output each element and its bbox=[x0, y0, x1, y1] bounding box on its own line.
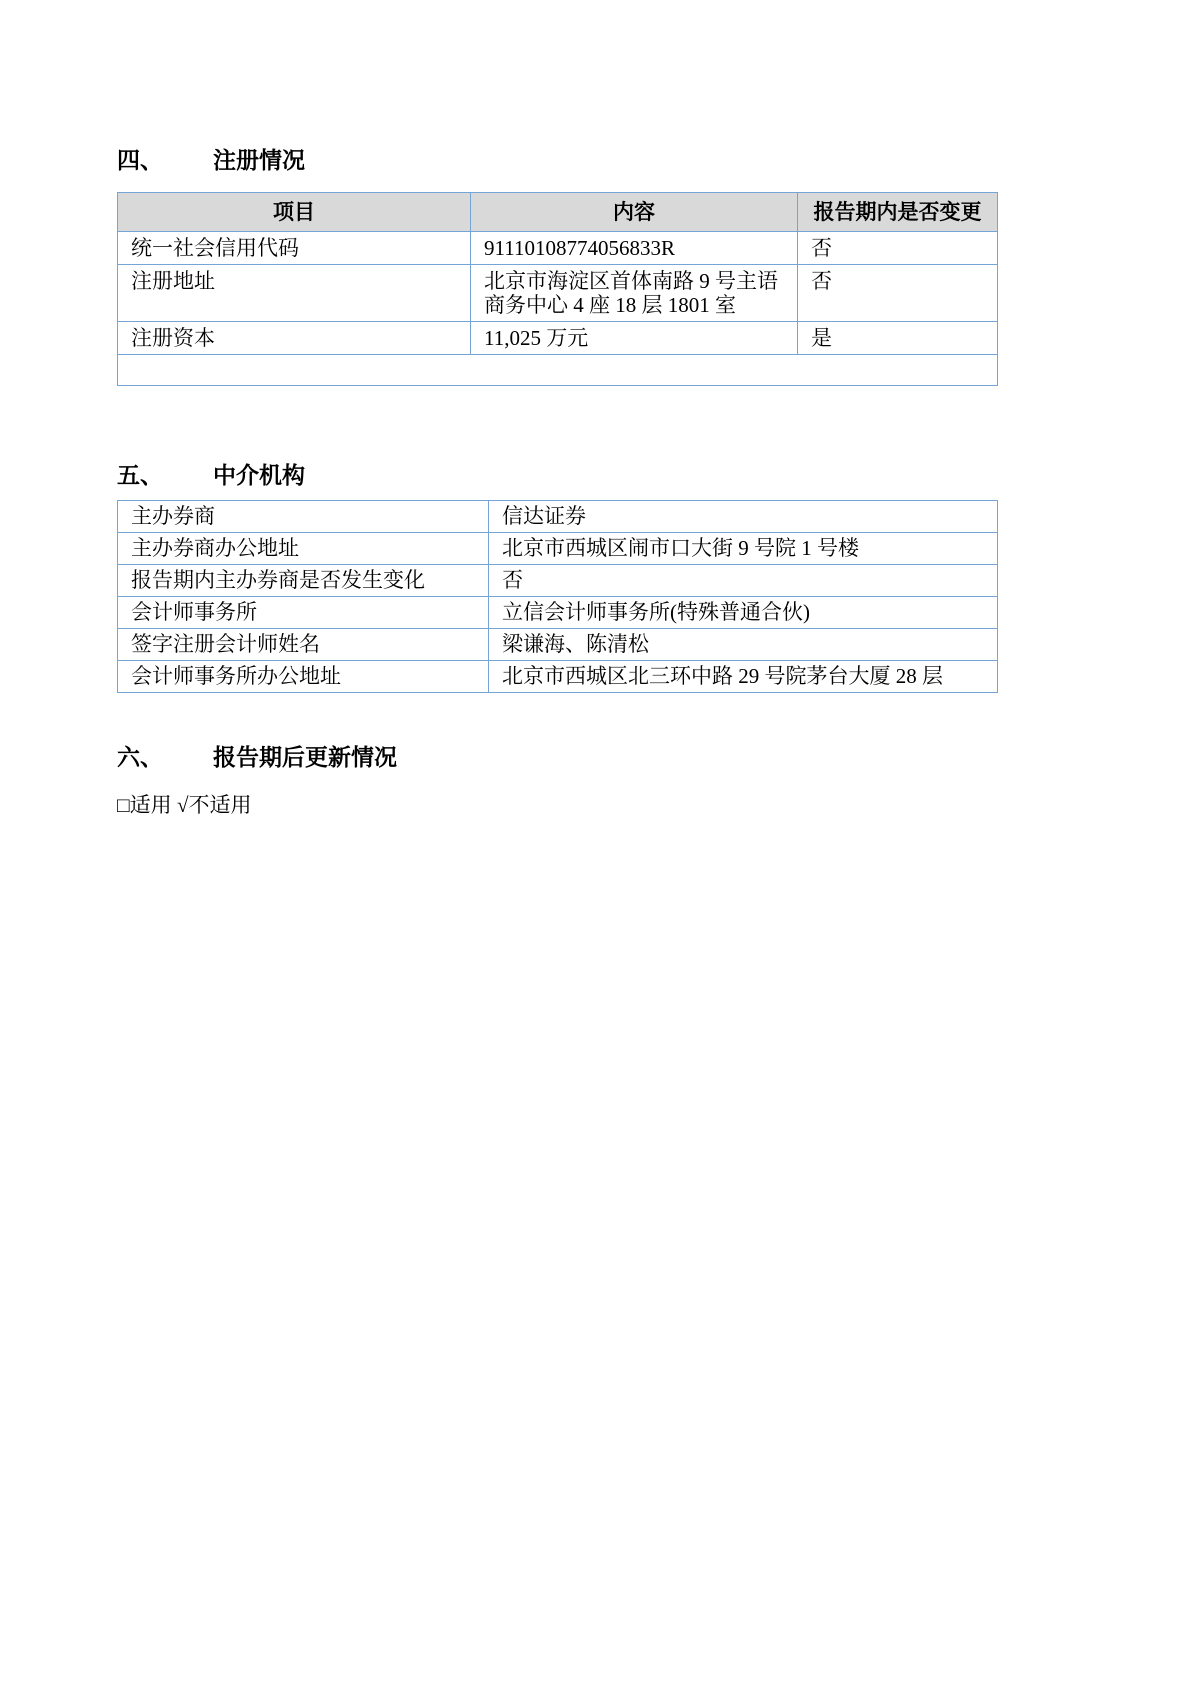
cell-value: 梁谦海、陈清松 bbox=[489, 629, 998, 661]
intermediary-table bbox=[117, 500, 998, 693]
section-heading-registration bbox=[117, 146, 997, 176]
section-heading-intermediary bbox=[117, 461, 997, 491]
table-row bbox=[118, 661, 998, 693]
header-cell-changed: 报告期内是否变更 bbox=[798, 193, 998, 232]
cell-label: 会计师事务所办公地址 bbox=[118, 661, 489, 693]
cell-label: 主办券商办公地址 bbox=[118, 533, 489, 565]
empty-cell bbox=[118, 355, 998, 386]
cell-changed: 否 bbox=[798, 265, 998, 322]
registration-table bbox=[117, 192, 998, 386]
cell-label: 注册资本 bbox=[118, 322, 471, 355]
table-row bbox=[118, 533, 998, 565]
cell-changed: 是 bbox=[798, 322, 998, 355]
section-heading-post-period bbox=[117, 743, 997, 773]
applicability-line bbox=[117, 792, 997, 818]
section-title: 中介机构 bbox=[213, 463, 305, 488]
cell-changed: 否 bbox=[798, 232, 998, 265]
section-title: 报告期后更新情况 bbox=[213, 745, 397, 770]
cell-label: 统一社会信用代码 bbox=[118, 232, 471, 265]
not-applicable-checked-option: √不适用 bbox=[176, 793, 252, 817]
table-row bbox=[118, 322, 998, 355]
cell-value: 91110108774056833R bbox=[471, 232, 798, 265]
table-header-row bbox=[118, 193, 998, 232]
table-empty-row bbox=[118, 355, 998, 386]
cell-value: 北京市西城区北三环中路 29 号院茅台大厦 28 层 bbox=[489, 661, 998, 693]
cell-label: 签字注册会计师姓名 bbox=[118, 629, 489, 661]
section-title: 注册情况 bbox=[213, 148, 305, 173]
applicable-checkbox-option: □适用 bbox=[117, 793, 172, 817]
section-number: 六、 bbox=[117, 745, 163, 770]
cell-label: 主办券商 bbox=[118, 501, 489, 533]
cell-value: 北京市海淀区首体南路 9 号主语商务中心 4 座 18 层 1801 室 bbox=[471, 265, 798, 322]
header-cell-item: 项目 bbox=[118, 193, 471, 232]
cell-value: 北京市西城区闹市口大街 9 号院 1 号楼 bbox=[489, 533, 998, 565]
section-number: 五、 bbox=[117, 463, 163, 488]
cell-label: 注册地址 bbox=[118, 265, 471, 322]
cell-label: 报告期内主办券商是否发生变化 bbox=[118, 565, 489, 597]
cell-value: 立信会计师事务所(特殊普通合伙) bbox=[489, 597, 998, 629]
header-cell-content: 内容 bbox=[471, 193, 798, 232]
cell-value: 11,025 万元 bbox=[471, 322, 798, 355]
section-number: 四、 bbox=[117, 148, 163, 173]
table-row bbox=[118, 629, 998, 661]
cell-value: 否 bbox=[489, 565, 998, 597]
cell-value: 信达证券 bbox=[489, 501, 998, 533]
table-row bbox=[118, 597, 998, 629]
table-row bbox=[118, 565, 998, 597]
table-row bbox=[118, 232, 998, 265]
table-row bbox=[118, 501, 998, 533]
page-content bbox=[117, 0, 997, 818]
cell-label: 会计师事务所 bbox=[118, 597, 489, 629]
table-row bbox=[118, 265, 998, 322]
